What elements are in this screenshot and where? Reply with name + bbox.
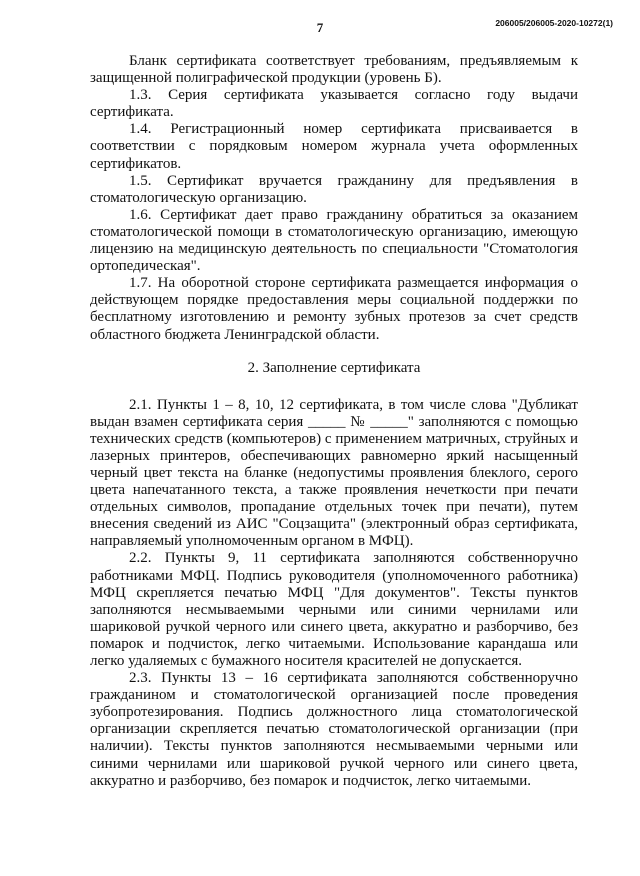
paragraph-2-2: 2.2. Пункты 9, 11 сертификата заполняются собственноручно работниками МФЦ. Подпись руководителя (уполномоченного работника) МФЦ скрепляется печатью МФЦ "Для документов". Тексты пунктов заполняются несмываемыми черными или синими чернилами или шариковой ручкой черного или синего цвета, аккуратно и разборчиво, без помарок и подчисток, легко читаемыми. Использование карандаша или легко удаляемых с бумажного носителя красителей не допускается. xyxy=(90,550,578,669)
paragraph-2-1: 2.1. Пункты 1 – 8, 10, 12 сертификата, в том числе слова "Дубликат выдан взамен сертификата серия _____ № _____" заполняются с помощью технических средств (компьютеров) с применением матричных, струйных и лазерных принтеров, обеспечивающих равномерно яркий насыщенный черный цвет текста на бланке (недопустимы проявления блеклого, серого цвета напечатанного текста, а также проявления нечеткости при печати отдельных символов, пропадание отдельных точек при печати), путем внесения сведений из АИС "Соцзащита" (электронный образ сертификата, направляемый уполномоченным органом в МФЦ). xyxy=(90,396,578,550)
paragraph-1-2-continued: Бланк сертификата соответствует требованиям, предъявляемым к защищенной полиграфической продукции (уровень Б). xyxy=(90,53,578,87)
paragraph-1-6: 1.6. Сертификат дает право гражданину обратиться за оказанием стоматологической помощи в стоматологическую организацию, имеющую лицензию на медицинскую деятельность по специальности "Стоматология ортопедическая". xyxy=(90,206,578,275)
section-heading: 2. Заполнение сертификата xyxy=(247,359,421,376)
paragraph-1-5: 1.5. Сертификат вручается гражданину для предъявления в стоматологическую организацию. xyxy=(90,172,578,206)
paragraph-1-7: 1.7. На оборотной стороне сертификата размещается информация о действующем порядке предоставления меры социальной поддержки по бесплатному изготовлению и ремонту зубных протезов за счет средств областного бюджета Ленинградской области. xyxy=(90,275,578,343)
document-code: 206005/206005-2020-10272(1) xyxy=(495,18,613,28)
page-number: 7 xyxy=(316,20,324,35)
document-body xyxy=(90,53,578,790)
paragraph-2-3: 2.3. Пункты 13 – 16 сертификата заполняются собственноручно гражданином и стоматологической организацией после проведения зубопротезирования. Подпись должностного лица стоматологической организации скрепляется печатью стоматологической организации (при наличии). Тексты пунктов заполняются несмываемыми черными или синими чернилами или шариковой ручкой черного или синего цвета, аккуратно и разборчиво, без помарок и подчисток, легко читаемыми. xyxy=(90,670,578,789)
paragraph-1-4: 1.4. Регистрационный номер сертификата присваивается в соответствии с порядковым номером журнала учета оформленных сертификатов. xyxy=(90,121,578,172)
paragraph-1-3: 1.3. Серия сертификата указывается согласно году выдачи сертификата. xyxy=(90,87,578,121)
